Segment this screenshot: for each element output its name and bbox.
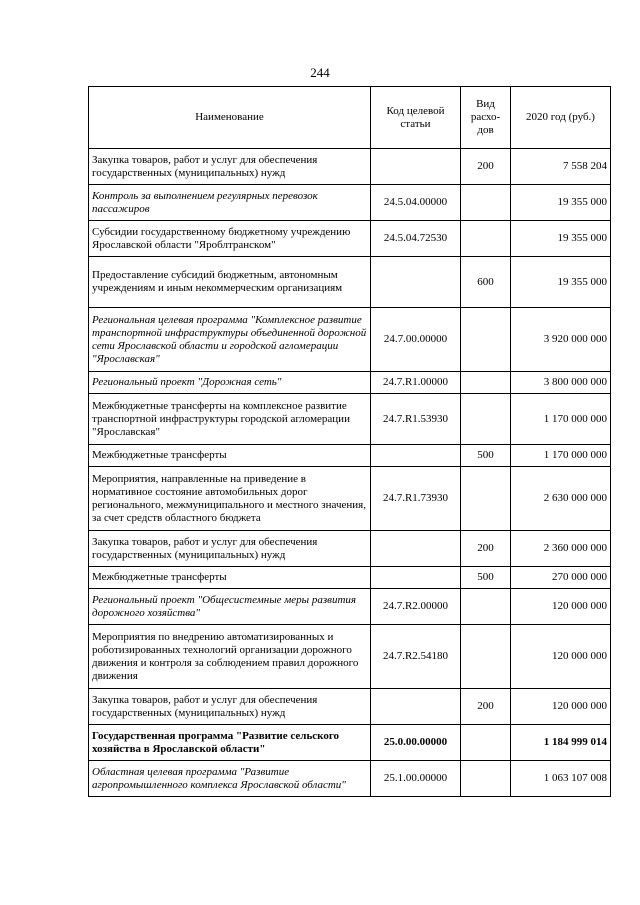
- cell-amount: 7 558 204: [511, 149, 611, 185]
- cell-amount: 1 170 000 000: [511, 445, 611, 467]
- cell-code: [371, 567, 461, 589]
- cell-name: Региональная целевая программа "Комплексное развитие транспортной инфраструктуры объединенной дорожной сети Ярославской области и городской агломерации "Ярославская": [89, 308, 371, 372]
- header-type: Вид расхо-дов: [461, 87, 511, 149]
- table-row: [89, 761, 611, 797]
- table-body: [89, 149, 611, 797]
- cell-amount: 3 920 000 000: [511, 308, 611, 372]
- cell-name: Субсидии государственному бюджетному учреждению Ярославской области "Яроблтранском": [89, 221, 371, 257]
- header-code: Код целевой статьи: [371, 87, 461, 149]
- table-row: [89, 689, 611, 725]
- table-row: [89, 308, 611, 372]
- table-row: [89, 372, 611, 394]
- cell-amount: 120 000 000: [511, 589, 611, 625]
- table-row: [89, 467, 611, 531]
- cell-name: Межбюджетные трансферты: [89, 567, 371, 589]
- table-row: [89, 567, 611, 589]
- table-row: [89, 221, 611, 257]
- cell-name: Региональный проект "Дорожная сеть": [89, 372, 371, 394]
- cell-name: Межбюджетные трансферты на комплексное развитие транспортной инфраструктуры городской агломерации "Ярославская": [89, 394, 371, 445]
- cell-amount: 19 355 000: [511, 257, 611, 308]
- cell-name: Мероприятия, направленные на приведение в нормативное состояние автомобильных дорог регионального, межмуниципального и местного значения, за счет средств областного бюджета: [89, 467, 371, 531]
- cell-name: Региональный проект "Общесистемные меры развития дорожного хозяйства": [89, 589, 371, 625]
- cell-code: [371, 149, 461, 185]
- cell-code: 24.5.04.00000: [371, 185, 461, 221]
- header-amount: 2020 год (руб.): [511, 87, 611, 149]
- cell-amount: 1 184 999 014: [511, 725, 611, 761]
- cell-name: Контроль за выполнением регулярных перевозок пассажиров: [89, 185, 371, 221]
- table-header-row: [89, 87, 611, 149]
- cell-code: 24.7.R1.00000: [371, 372, 461, 394]
- cell-type: [461, 625, 511, 689]
- cell-code: [371, 689, 461, 725]
- cell-type: 200: [461, 149, 511, 185]
- cell-code: [371, 531, 461, 567]
- cell-code: 24.5.04.72530: [371, 221, 461, 257]
- table-row: [89, 394, 611, 445]
- table-row: [89, 725, 611, 761]
- cell-type: 600: [461, 257, 511, 308]
- table-row: [89, 445, 611, 467]
- cell-code: 24.7.R1.53930: [371, 394, 461, 445]
- cell-type: 500: [461, 567, 511, 589]
- cell-type: [461, 372, 511, 394]
- cell-type: [461, 761, 511, 797]
- table-row: [89, 531, 611, 567]
- cell-type: [461, 725, 511, 761]
- cell-type: [461, 589, 511, 625]
- table-row: [89, 625, 611, 689]
- cell-code: [371, 445, 461, 467]
- cell-code: 24.7.00.00000: [371, 308, 461, 372]
- cell-amount: 3 800 000 000: [511, 372, 611, 394]
- cell-amount: 2 630 000 000: [511, 467, 611, 531]
- cell-name: Закупка товаров, работ и услуг для обеспечения государственных (муниципальных) нужд: [89, 689, 371, 725]
- cell-code: 25.0.00.00000: [371, 725, 461, 761]
- cell-amount: 19 355 000: [511, 185, 611, 221]
- table-row: [89, 589, 611, 625]
- cell-amount: 120 000 000: [511, 625, 611, 689]
- cell-type: 200: [461, 531, 511, 567]
- cell-amount: 2 360 000 000: [511, 531, 611, 567]
- cell-type: 200: [461, 689, 511, 725]
- cell-name: Мероприятия по внедрению автоматизированных и роботизированных технологий организации дорожного движения и контроля за соблюдением правил дорожного движения: [89, 625, 371, 689]
- cell-name: Государственная программа "Развитие сельского хозяйства в Ярославской области": [89, 725, 371, 761]
- cell-amount: 1 063 107 008: [511, 761, 611, 797]
- page-number: 244: [310, 65, 330, 80]
- table-row: [89, 149, 611, 185]
- budget-table: [88, 86, 611, 797]
- cell-amount: 270 000 000: [511, 567, 611, 589]
- cell-name: Областная целевая программа "Развитие агропромышленного комплекса Ярославской области": [89, 761, 371, 797]
- cell-amount: 19 355 000: [511, 221, 611, 257]
- header-name: Наименование: [89, 87, 371, 149]
- cell-code: 24.7.R2.00000: [371, 589, 461, 625]
- cell-code: 24.7.R1.73930: [371, 467, 461, 531]
- cell-name: Межбюджетные трансферты: [89, 445, 371, 467]
- cell-amount: 1 170 000 000: [511, 394, 611, 445]
- cell-name: Закупка товаров, работ и услуг для обеспечения государственных (муниципальных) нужд: [89, 531, 371, 567]
- table-row: [89, 185, 611, 221]
- cell-type: [461, 467, 511, 531]
- cell-code: 25.1.00.00000: [371, 761, 461, 797]
- table-row: [89, 257, 611, 308]
- cell-name: Закупка товаров, работ и услуг для обеспечения государственных (муниципальных) нужд: [89, 149, 371, 185]
- cell-amount: 120 000 000: [511, 689, 611, 725]
- cell-type: [461, 308, 511, 372]
- cell-code: [371, 257, 461, 308]
- cell-name: Предоставление субсидий бюджетным, автономным учреждениям и иным некоммерческим организациям: [89, 257, 371, 308]
- cell-code: 24.7.R2.54180: [371, 625, 461, 689]
- cell-type: [461, 185, 511, 221]
- cell-type: 500: [461, 445, 511, 467]
- cell-type: [461, 221, 511, 257]
- cell-type: [461, 394, 511, 445]
